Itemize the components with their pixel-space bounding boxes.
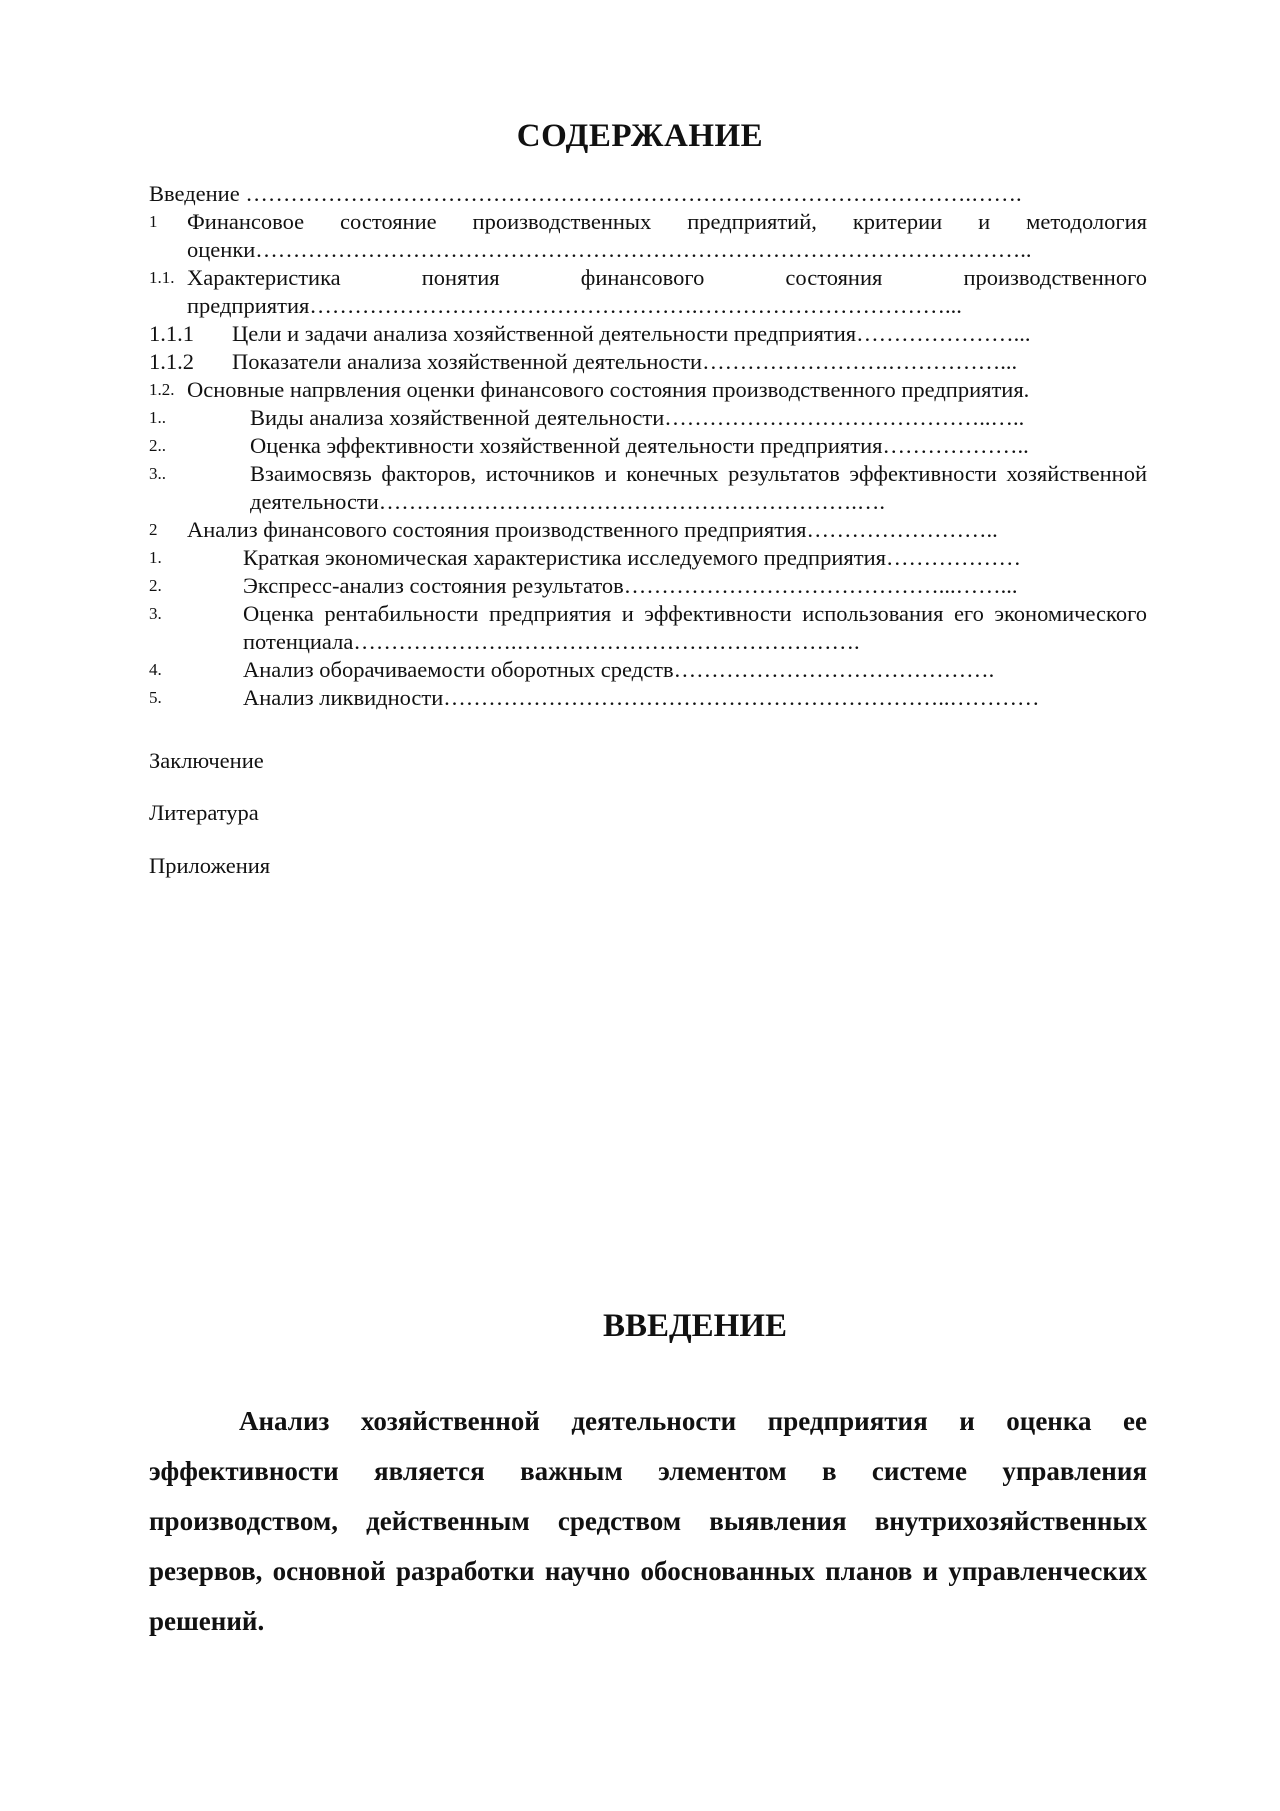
toc-entry[interactable] — [149, 656, 1147, 684]
toc-entry-number: 2.. — [149, 436, 166, 455]
toc-entry-text: Основные напрвления оценки финансового состояния производственного предприятия. — [187, 377, 1030, 402]
toc-entry-number: 1.2. — [149, 380, 175, 399]
toc-entry[interactable] — [149, 432, 1147, 460]
toc-entry-number: 2 — [149, 520, 158, 539]
toc-entry-text: Финансовое состояние производственных предприятий, критерии и методология оценки………………………………………………………………………………………….. — [187, 209, 1147, 262]
toc-entry[interactable] — [149, 208, 1147, 264]
toc-entry-number: 3.. — [149, 464, 166, 483]
toc-entry-number: 5. — [149, 688, 162, 707]
toc-entry-text: Введение …………………………………………………………………………………….……. — [149, 181, 1022, 206]
toc-title: СОДЕРЖАНИЕ — [516, 118, 764, 154]
toc-entry-text: Оценка рентабильности предприятия и эффективности использования его экономического потенциала………………….………………………………………. — [243, 601, 1147, 654]
toc-entry-literature[interactable]: Литература — [149, 800, 259, 825]
toc-entry-text: Анализ оборачиваемости оборотных средств……………………………………. — [243, 657, 995, 682]
toc-entry-introduction[interactable] — [149, 180, 1147, 208]
toc-entry-text: Показатели анализа хозяйственной деятельности…………………….……………... — [232, 349, 1018, 374]
toc-entry-text: Цели и задачи анализа хозяйственной деятельности предприятия…………………... — [232, 321, 1031, 346]
toc-entry[interactable] — [149, 460, 1147, 516]
toc-entry-text: Краткая экономическая характеристика исследуемого предприятия……………… — [243, 545, 1021, 570]
toc-entry-text: Оценка эффективности хозяйственной деятельности предприятия……………….. — [250, 433, 1029, 458]
introduction-title: ВВЕДЕНИЕ — [602, 1308, 788, 1344]
toc-entry-number: 1.1.2 — [149, 349, 194, 374]
toc-entry-text: Анализ финансового состояния производственного предприятия…………………….. — [187, 517, 998, 542]
toc-entry[interactable] — [149, 320, 1147, 348]
toc-entry-number: 1.. — [149, 408, 166, 427]
toc-entry[interactable] — [149, 572, 1147, 600]
table-of-contents — [149, 180, 1147, 712]
toc-entry-text: Экспресс-анализ состояния результатов……………………………………...……... — [243, 573, 1018, 598]
introduction-paragraph: Анализ хозяйственной деятельности предприятия и оценка ее эффективности является важным элементом в системе управления производством, действенным средством выявления внутрихозяйственных резервов, основной разработки научно обоснованных планов и управленческих решений. — [149, 1406, 1147, 1636]
toc-entry[interactable] — [149, 348, 1147, 376]
toc-entry[interactable] — [149, 516, 1147, 544]
toc-entry-number: 1.1. — [149, 268, 175, 287]
toc-entry-number: 1 — [149, 212, 158, 231]
toc-entry-number: 1. — [149, 548, 162, 567]
toc-entry-number: 4. — [149, 660, 162, 679]
toc-entry[interactable] — [149, 600, 1147, 656]
toc-entry[interactable] — [149, 404, 1147, 432]
toc-entry[interactable] — [149, 264, 1147, 320]
toc-entry-number: 2. — [149, 576, 162, 595]
toc-entry[interactable] — [149, 684, 1147, 712]
toc-entry[interactable] — [149, 376, 1147, 404]
toc-entry-number: 1.1.1 — [149, 321, 194, 346]
toc-entry-text: Характеристика понятия финансового состояния производственного предприятия…………………………………………….……………………………... — [187, 265, 1147, 318]
toc-entry-text: Взаимосвязь факторов, источников и конечных результатов эффективности хозяйственной деятельности……………………………………………………….…. — [250, 461, 1147, 514]
toc-entry[interactable] — [149, 544, 1147, 572]
toc-entry-text: Анализ ликвидности…………………………………………………………..………… — [243, 685, 1040, 710]
toc-entry-number: 3. — [149, 604, 162, 623]
toc-entry-text: Виды анализа хозяйственной деятельности……………………………………..….. — [250, 405, 1025, 430]
toc-entry-appendices[interactable]: Приложения — [149, 853, 271, 878]
toc-entry-conclusion[interactable]: Заключение — [149, 748, 264, 773]
